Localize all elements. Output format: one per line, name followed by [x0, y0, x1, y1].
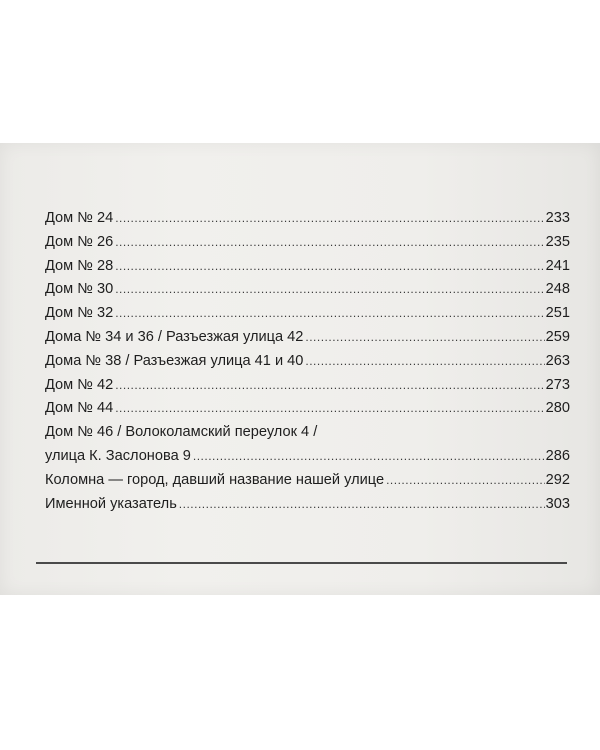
toc-entry-title: Дом № 30 — [45, 281, 114, 298]
toc-entry-title: Дом № 24 — [45, 210, 114, 226]
toc-entry[interactable] — [45, 493, 570, 517]
toc-entry[interactable] — [45, 445, 570, 469]
toc-entry-title: Дом № 42 — [45, 376, 114, 393]
toc-entry-title: Именной указатель — [45, 495, 177, 512]
toc-entry-page: 292 — [545, 471, 570, 488]
dot-leader — [115, 231, 544, 255]
dot-leader — [115, 397, 544, 421]
toc-entry-title: Дома № 38 / Разъезжая улица 41 и 40 — [45, 352, 304, 369]
dot-leader — [115, 207, 544, 231]
toc-entry-page: 241 — [545, 257, 570, 274]
dot-leader — [179, 493, 545, 517]
dot-leader — [115, 374, 544, 398]
toc-entry-page: 248 — [545, 281, 570, 298]
toc-entry-title-continued: улица К. Заслонова 9 — [45, 447, 191, 464]
toc-entry[interactable] — [45, 255, 570, 279]
dot-leader — [386, 469, 545, 493]
toc-entry-page: 251 — [545, 305, 570, 322]
table-of-contents — [45, 207, 570, 516]
toc-entry-page: 273 — [545, 376, 570, 393]
toc-entry-page: 235 — [545, 233, 570, 250]
toc-entry-page: 259 — [545, 328, 570, 345]
toc-entry[interactable] — [45, 302, 570, 326]
toc-entry-title: Дома № 34 и 36 / Разъезжая улица 42 — [45, 328, 304, 345]
toc-entry-title: Дом № 46 / Волоколамский переулок 4 / — [45, 424, 318, 441]
dot-leader — [115, 278, 544, 302]
toc-entry-title: Дом № 44 — [45, 400, 114, 417]
toc-entry-title: Дом № 28 — [45, 257, 114, 274]
horizontal-rule — [36, 562, 567, 564]
toc-entry-title: Коломна — город, давший название нашей улице — [45, 471, 385, 488]
toc-entry[interactable] — [45, 207, 570, 231]
toc-entry[interactable] — [45, 397, 570, 421]
toc-entry[interactable] — [45, 231, 570, 255]
toc-entry-title: Дом № 26 — [45, 233, 114, 250]
toc-entry[interactable] — [45, 469, 570, 493]
toc-entry[interactable] — [45, 326, 570, 350]
toc-entry-page: 233 — [545, 210, 570, 226]
dot-leader — [305, 350, 544, 374]
toc-entry-title: Дом № 32 — [45, 305, 114, 322]
dot-leader — [115, 255, 544, 279]
dot-leader — [193, 445, 545, 469]
toc-entry-page: 280 — [545, 400, 570, 417]
dot-leader — [115, 302, 544, 326]
toc-entry[interactable] — [45, 350, 570, 374]
toc-entry-page: 286 — [545, 447, 570, 464]
toc-entry-first-line[interactable] — [45, 421, 570, 445]
toc-entry[interactable] — [45, 374, 570, 398]
dot-leader — [305, 326, 544, 350]
toc-entry-page: 303 — [545, 495, 570, 512]
toc-entry-page: 263 — [545, 352, 570, 369]
toc-entry[interactable] — [45, 278, 570, 302]
